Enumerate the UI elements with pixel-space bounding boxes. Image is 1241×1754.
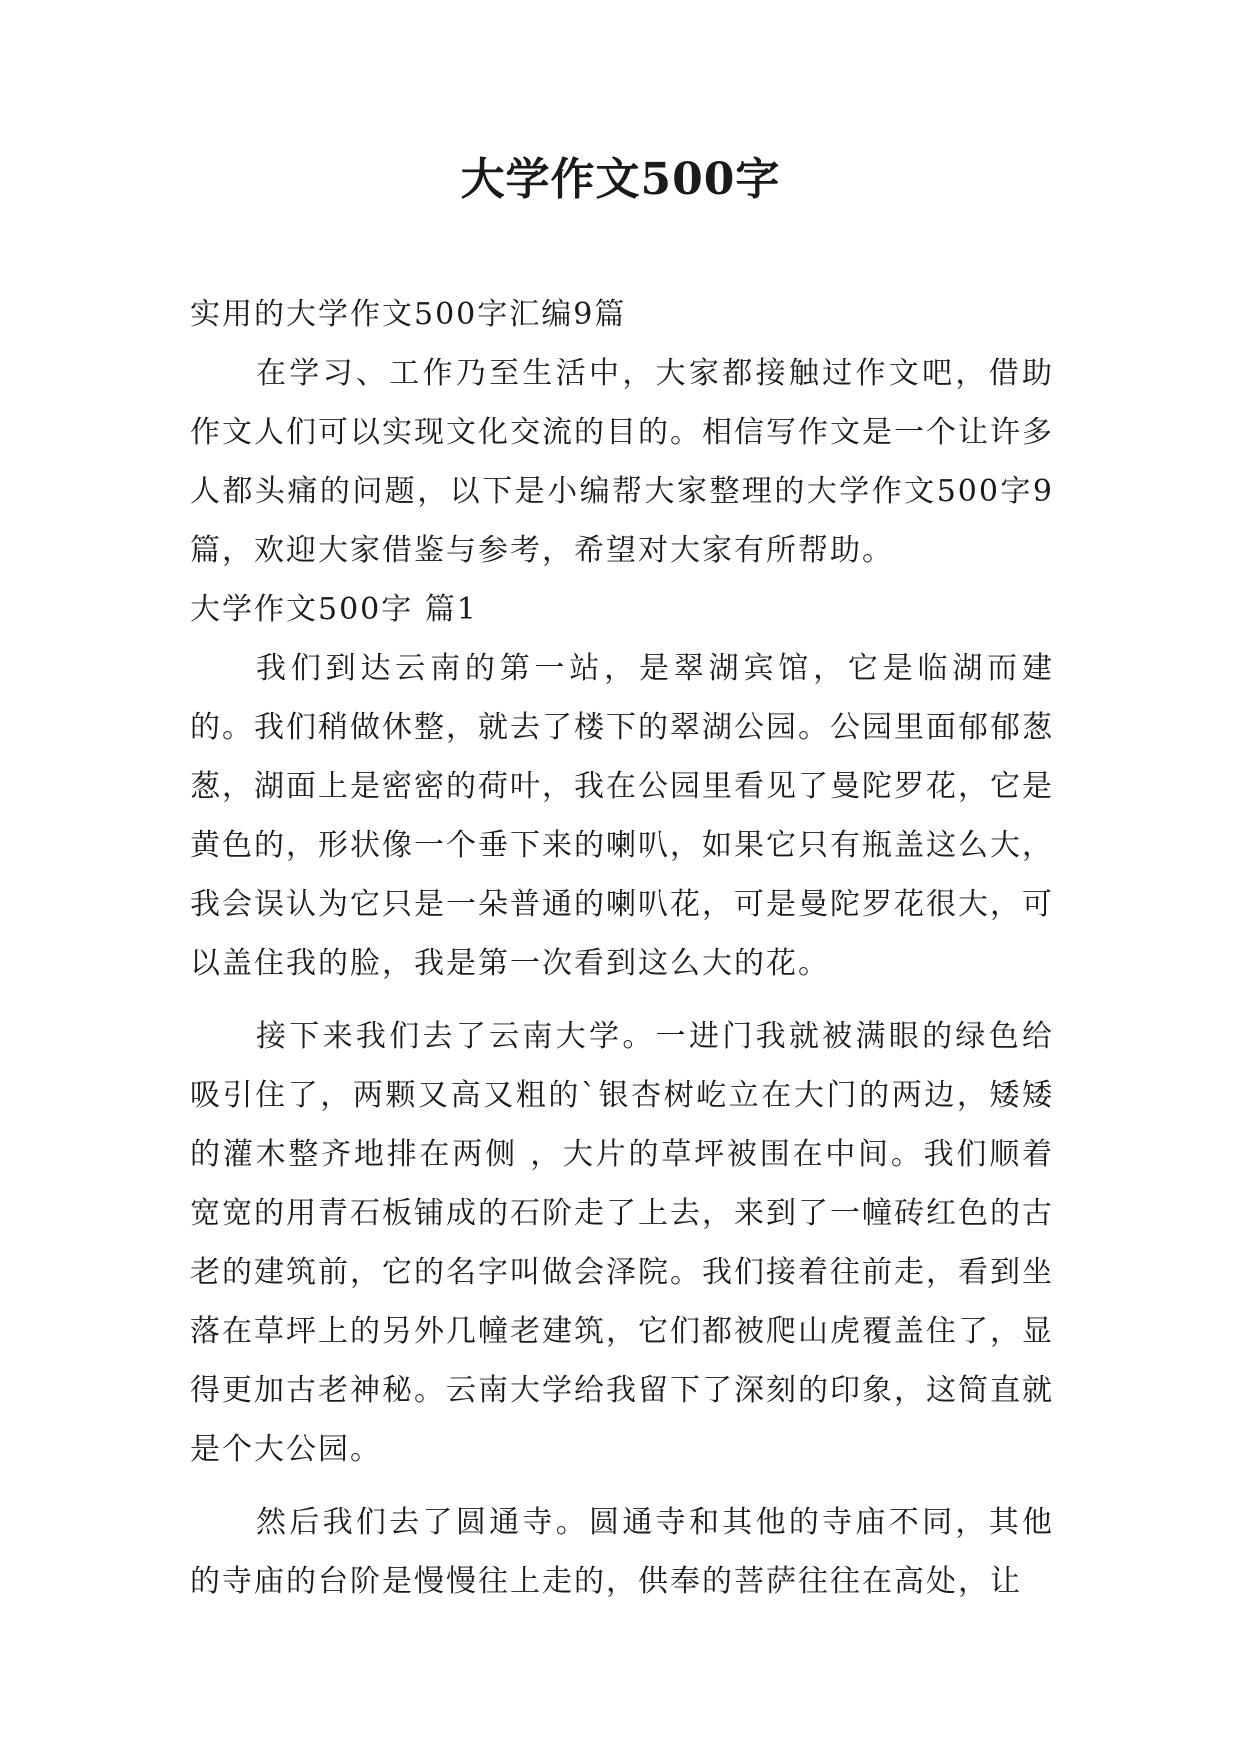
document-subtitle: 实用的大学作文500字汇编9篇: [190, 297, 627, 332]
section-heading: 大学作文500字 篇1: [190, 592, 478, 627]
body-paragraph: 接下来我们去了云南大学。一进门我就被满眼的绿色给吸引住了，两颗又高又粗的`银杏树屹立在大门的两边，矮矮的灌木整齐地排在两侧 ，大片的草坪被围在中间。我们顺着宽宽的用青石板铺成的石阶走了上去，来到了一幢砖红色的古老的建筑前，它的名字叫做会泽院。我们接着往前走，看到坐落在草坪上的另外几幢老建筑，它们都被爬山虎覆盖住了，显得更加古老神秘。云南大学给我留下了深刻的印象，这简直就是个大公园。: [190, 1019, 1054, 1467]
document-body: [190, 285, 1054, 1611]
intro-paragraph: 在学习、工作乃至生活中，大家都接触过作文吧，借助作文人们可以实现文化交流的目的。相信写作文是一个让许多人都头痛的问题，以下是小编帮大家整理的大学作文500字9篇，欢迎大家借鉴与参考，希望对大家有所帮助。: [190, 356, 1054, 568]
document-title: 大学作文500字: [460, 154, 781, 205]
body-paragraph: 我们到达云南的第一站，是翠湖宾馆，它是临湖而建的。我们稍做休整，就去了楼下的翠湖公园。公园里面郁郁葱葱，湖面上是密密的荷叶，我在公园里看见了曼陀罗花，它是黄色的，形状像一个垂下来的喇叭，如果它只有瓶盖这么大，我会误认为它只是一朵普通的喇叭花，可是曼陀罗花很大，可以盖住我的脸，我是第一次看到这么大的花。: [190, 651, 1054, 981]
body-paragraph: 然后我们去了圆通寺。圆通寺和其他的寺庙不同，其他的寺庙的台阶是慢慢往上走的，供奉的菩萨往往在高处，让: [190, 1505, 1054, 1599]
